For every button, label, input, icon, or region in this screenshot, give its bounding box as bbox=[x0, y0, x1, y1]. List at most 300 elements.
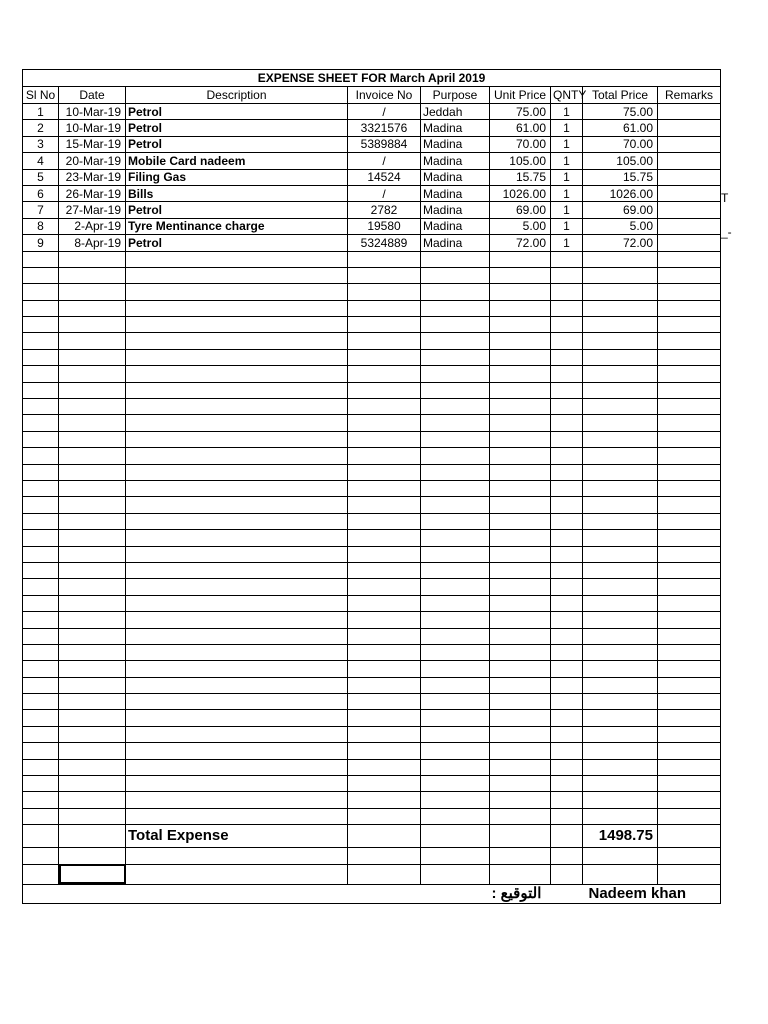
cell-sl-no[interactable]: 7 bbox=[23, 202, 59, 218]
empty-cell[interactable] bbox=[23, 848, 59, 864]
cell-remarks[interactable] bbox=[658, 169, 721, 185]
empty-cell[interactable] bbox=[23, 595, 59, 611]
cell-sl-no[interactable]: 5 bbox=[23, 169, 59, 185]
empty-cell[interactable] bbox=[658, 644, 721, 660]
empty-cell[interactable] bbox=[59, 382, 126, 398]
empty-cell[interactable] bbox=[490, 808, 551, 824]
empty-cell[interactable] bbox=[658, 530, 721, 546]
cell-description[interactable]: Petrol bbox=[126, 235, 348, 251]
cell-invoice-no[interactable]: 14524 bbox=[348, 169, 421, 185]
empty-cell[interactable] bbox=[126, 864, 348, 884]
empty-cell[interactable] bbox=[583, 267, 658, 283]
empty-cell[interactable] bbox=[583, 513, 658, 529]
empty-cell[interactable] bbox=[490, 464, 551, 480]
empty-cell[interactable] bbox=[490, 595, 551, 611]
empty-cell[interactable] bbox=[421, 864, 490, 884]
cell-purpose[interactable]: Jeddah bbox=[421, 104, 490, 120]
empty-cell[interactable] bbox=[23, 864, 59, 884]
empty-cell[interactable] bbox=[551, 694, 583, 710]
cell-remarks[interactable] bbox=[658, 136, 721, 152]
cell-qnty[interactable]: 1 bbox=[551, 136, 583, 152]
empty-cell[interactable] bbox=[23, 825, 59, 848]
empty-cell[interactable] bbox=[421, 628, 490, 644]
empty-cell[interactable] bbox=[59, 726, 126, 742]
header-unit-price[interactable]: Unit Price bbox=[490, 87, 551, 104]
cell-sl-no[interactable]: 9 bbox=[23, 235, 59, 251]
header-description[interactable]: Description bbox=[126, 87, 348, 104]
empty-cell[interactable] bbox=[23, 431, 59, 447]
empty-cell[interactable] bbox=[126, 284, 348, 300]
empty-cell[interactable] bbox=[23, 366, 59, 382]
empty-cell[interactable] bbox=[421, 251, 490, 267]
empty-cell[interactable] bbox=[551, 612, 583, 628]
empty-cell[interactable] bbox=[658, 284, 721, 300]
empty-cell[interactable] bbox=[23, 300, 59, 316]
empty-cell[interactable] bbox=[490, 333, 551, 349]
empty-cell[interactable] bbox=[59, 612, 126, 628]
empty-cell[interactable] bbox=[551, 497, 583, 513]
empty-cell[interactable] bbox=[551, 759, 583, 775]
empty-cell[interactable] bbox=[59, 317, 126, 333]
empty-cell[interactable] bbox=[421, 694, 490, 710]
cell-qnty[interactable]: 1 bbox=[551, 202, 583, 218]
empty-cell[interactable] bbox=[490, 726, 551, 742]
empty-cell[interactable] bbox=[59, 366, 126, 382]
cell-unit-price[interactable]: 61.00 bbox=[490, 120, 551, 136]
empty-cell[interactable] bbox=[583, 612, 658, 628]
empty-cell[interactable] bbox=[126, 399, 348, 415]
empty-cell[interactable] bbox=[348, 612, 421, 628]
empty-cell[interactable] bbox=[59, 759, 126, 775]
header-purpose[interactable]: Purpose bbox=[421, 87, 490, 104]
empty-cell[interactable] bbox=[59, 848, 126, 864]
cell-sl-no[interactable]: 8 bbox=[23, 218, 59, 234]
empty-cell[interactable] bbox=[658, 333, 721, 349]
empty-cell[interactable] bbox=[348, 399, 421, 415]
empty-cell[interactable] bbox=[490, 399, 551, 415]
empty-cell[interactable] bbox=[23, 415, 59, 431]
empty-cell[interactable] bbox=[421, 530, 490, 546]
empty-cell[interactable] bbox=[490, 848, 551, 864]
cell-qnty[interactable]: 1 bbox=[551, 169, 583, 185]
empty-cell[interactable] bbox=[23, 513, 59, 529]
empty-cell[interactable] bbox=[348, 677, 421, 693]
empty-cell[interactable] bbox=[658, 546, 721, 562]
cell-qnty[interactable]: 1 bbox=[551, 153, 583, 169]
empty-cell[interactable] bbox=[490, 644, 551, 660]
empty-cell[interactable] bbox=[551, 546, 583, 562]
cell-remarks[interactable] bbox=[658, 185, 721, 201]
cell-invoice-no[interactable]: 5389884 bbox=[348, 136, 421, 152]
empty-cell[interactable] bbox=[348, 759, 421, 775]
empty-cell[interactable] bbox=[658, 448, 721, 464]
empty-cell[interactable] bbox=[126, 480, 348, 496]
empty-cell[interactable] bbox=[126, 677, 348, 693]
empty-cell[interactable] bbox=[59, 825, 126, 848]
empty-cell[interactable] bbox=[59, 710, 126, 726]
empty-cell[interactable] bbox=[583, 546, 658, 562]
empty-cell[interactable] bbox=[583, 366, 658, 382]
empty-cell[interactable] bbox=[490, 415, 551, 431]
empty-cell[interactable] bbox=[126, 448, 348, 464]
empty-cell[interactable] bbox=[23, 333, 59, 349]
empty-cell[interactable] bbox=[23, 497, 59, 513]
empty-cell[interactable] bbox=[421, 415, 490, 431]
empty-cell[interactable] bbox=[23, 382, 59, 398]
empty-cell[interactable] bbox=[583, 448, 658, 464]
empty-cell[interactable] bbox=[583, 415, 658, 431]
empty-cell[interactable] bbox=[421, 759, 490, 775]
empty-cell[interactable] bbox=[421, 317, 490, 333]
cell-remarks[interactable] bbox=[658, 104, 721, 120]
empty-cell[interactable] bbox=[348, 333, 421, 349]
empty-cell[interactable] bbox=[23, 612, 59, 628]
empty-cell[interactable] bbox=[658, 677, 721, 693]
empty-cell[interactable] bbox=[59, 530, 126, 546]
empty-cell[interactable] bbox=[23, 546, 59, 562]
empty-cell[interactable] bbox=[490, 317, 551, 333]
empty-cell[interactable] bbox=[59, 415, 126, 431]
empty-cell[interactable] bbox=[348, 317, 421, 333]
empty-cell[interactable] bbox=[59, 546, 126, 562]
cell-purpose[interactable]: Madina bbox=[421, 169, 490, 185]
empty-cell[interactable] bbox=[551, 848, 583, 864]
empty-cell[interactable] bbox=[551, 628, 583, 644]
empty-cell[interactable] bbox=[551, 480, 583, 496]
cell-qnty[interactable]: 1 bbox=[551, 235, 583, 251]
empty-cell[interactable] bbox=[348, 513, 421, 529]
empty-cell[interactable] bbox=[658, 480, 721, 496]
empty-cell[interactable] bbox=[583, 864, 658, 884]
empty-cell[interactable] bbox=[551, 300, 583, 316]
empty-cell[interactable] bbox=[490, 710, 551, 726]
empty-cell[interactable] bbox=[551, 333, 583, 349]
empty-cell[interactable] bbox=[23, 251, 59, 267]
cell-date[interactable]: 10-Mar-19 bbox=[59, 120, 126, 136]
empty-cell[interactable] bbox=[421, 546, 490, 562]
empty-cell[interactable] bbox=[348, 579, 421, 595]
cell-unit-price[interactable]: 75.00 bbox=[490, 104, 551, 120]
empty-cell[interactable] bbox=[658, 661, 721, 677]
empty-cell[interactable] bbox=[551, 808, 583, 824]
empty-cell[interactable] bbox=[348, 694, 421, 710]
empty-cell[interactable] bbox=[59, 513, 126, 529]
empty-cell[interactable] bbox=[551, 595, 583, 611]
empty-cell[interactable] bbox=[583, 317, 658, 333]
empty-cell[interactable] bbox=[658, 431, 721, 447]
empty-cell[interactable] bbox=[126, 562, 348, 578]
cell-remarks[interactable] bbox=[658, 218, 721, 234]
cell-unit-price[interactable]: 1026.00 bbox=[490, 185, 551, 201]
empty-cell[interactable] bbox=[583, 480, 658, 496]
empty-cell[interactable] bbox=[421, 448, 490, 464]
empty-cell[interactable] bbox=[421, 595, 490, 611]
empty-cell[interactable] bbox=[126, 546, 348, 562]
cell-unit-price[interactable]: 105.00 bbox=[490, 153, 551, 169]
empty-cell[interactable] bbox=[583, 382, 658, 398]
empty-cell[interactable] bbox=[421, 612, 490, 628]
empty-cell[interactable] bbox=[23, 743, 59, 759]
empty-cell[interactable] bbox=[551, 431, 583, 447]
empty-cell[interactable] bbox=[59, 743, 126, 759]
empty-cell[interactable] bbox=[421, 848, 490, 864]
cell-total-price[interactable]: 75.00 bbox=[583, 104, 658, 120]
empty-cell[interactable] bbox=[23, 480, 59, 496]
empty-cell[interactable] bbox=[23, 284, 59, 300]
empty-cell[interactable] bbox=[551, 366, 583, 382]
cell-purpose[interactable]: Madina bbox=[421, 202, 490, 218]
cell-unit-price[interactable]: 70.00 bbox=[490, 136, 551, 152]
empty-cell[interactable] bbox=[421, 382, 490, 398]
header-total-price[interactable]: Total Price bbox=[583, 87, 658, 104]
empty-cell[interactable] bbox=[421, 644, 490, 660]
empty-cell[interactable] bbox=[421, 743, 490, 759]
empty-cell[interactable] bbox=[658, 349, 721, 365]
cell-sl-no[interactable]: 6 bbox=[23, 185, 59, 201]
empty-cell[interactable] bbox=[658, 251, 721, 267]
cell-unit-price[interactable]: 15.75 bbox=[490, 169, 551, 185]
empty-cell[interactable] bbox=[551, 513, 583, 529]
empty-cell[interactable] bbox=[583, 644, 658, 660]
empty-cell[interactable] bbox=[583, 694, 658, 710]
empty-cell[interactable] bbox=[348, 808, 421, 824]
empty-cell[interactable] bbox=[583, 497, 658, 513]
empty-cell[interactable] bbox=[59, 399, 126, 415]
empty-cell[interactable] bbox=[126, 808, 348, 824]
cell-sl-no[interactable]: 1 bbox=[23, 104, 59, 120]
empty-cell[interactable] bbox=[59, 333, 126, 349]
empty-cell[interactable] bbox=[126, 726, 348, 742]
empty-cell[interactable] bbox=[583, 710, 658, 726]
empty-cell[interactable] bbox=[551, 776, 583, 792]
empty-cell[interactable] bbox=[421, 333, 490, 349]
empty-cell[interactable] bbox=[126, 267, 348, 283]
cell-purpose[interactable]: Madina bbox=[421, 218, 490, 234]
empty-cell[interactable] bbox=[348, 864, 421, 884]
empty-cell[interactable] bbox=[421, 497, 490, 513]
empty-cell[interactable] bbox=[59, 808, 126, 824]
empty-cell[interactable] bbox=[23, 726, 59, 742]
cell-invoice-no[interactable]: / bbox=[348, 104, 421, 120]
empty-cell[interactable] bbox=[23, 562, 59, 578]
empty-cell[interactable] bbox=[348, 382, 421, 398]
empty-cell[interactable] bbox=[490, 825, 551, 848]
empty-cell[interactable] bbox=[348, 349, 421, 365]
empty-cell[interactable] bbox=[551, 382, 583, 398]
cell-sl-no[interactable]: 4 bbox=[23, 153, 59, 169]
empty-cell[interactable] bbox=[348, 431, 421, 447]
empty-cell[interactable] bbox=[23, 776, 59, 792]
cell-invoice-no[interactable]: / bbox=[348, 153, 421, 169]
empty-cell[interactable] bbox=[658, 628, 721, 644]
cell-remarks[interactable] bbox=[658, 235, 721, 251]
empty-cell[interactable] bbox=[126, 743, 348, 759]
header-invoice-no[interactable]: Invoice No bbox=[348, 87, 421, 104]
empty-cell[interactable] bbox=[658, 464, 721, 480]
empty-cell[interactable] bbox=[490, 431, 551, 447]
empty-cell[interactable] bbox=[126, 513, 348, 529]
empty-cell[interactable] bbox=[583, 349, 658, 365]
cell-description[interactable]: Petrol bbox=[126, 136, 348, 152]
empty-cell[interactable] bbox=[490, 513, 551, 529]
cell-remarks[interactable] bbox=[658, 120, 721, 136]
empty-cell[interactable] bbox=[421, 726, 490, 742]
empty-cell[interactable] bbox=[126, 317, 348, 333]
cell-total-price[interactable]: 5.00 bbox=[583, 218, 658, 234]
cell-purpose[interactable]: Madina bbox=[421, 235, 490, 251]
empty-cell[interactable] bbox=[348, 848, 421, 864]
empty-cell[interactable] bbox=[126, 530, 348, 546]
empty-cell[interactable] bbox=[490, 776, 551, 792]
empty-cell[interactable] bbox=[59, 661, 126, 677]
empty-cell[interactable] bbox=[583, 251, 658, 267]
cell-sl-no[interactable]: 2 bbox=[23, 120, 59, 136]
empty-cell[interactable] bbox=[551, 251, 583, 267]
empty-cell[interactable] bbox=[59, 595, 126, 611]
empty-cell[interactable] bbox=[490, 864, 551, 884]
cell-total-price[interactable]: 61.00 bbox=[583, 120, 658, 136]
empty-cell[interactable] bbox=[23, 464, 59, 480]
cell-date[interactable]: 2-Apr-19 bbox=[59, 218, 126, 234]
empty-cell[interactable] bbox=[348, 546, 421, 562]
cell-date[interactable]: 20-Mar-19 bbox=[59, 153, 126, 169]
empty-cell[interactable] bbox=[421, 431, 490, 447]
empty-cell[interactable] bbox=[23, 644, 59, 660]
cell-description[interactable]: Petrol bbox=[126, 104, 348, 120]
cell-qnty[interactable]: 1 bbox=[551, 218, 583, 234]
empty-cell[interactable] bbox=[126, 579, 348, 595]
empty-cell[interactable] bbox=[583, 333, 658, 349]
empty-cell[interactable] bbox=[421, 579, 490, 595]
cell-total-price[interactable]: 70.00 bbox=[583, 136, 658, 152]
empty-cell[interactable] bbox=[348, 825, 421, 848]
empty-cell[interactable] bbox=[23, 399, 59, 415]
signature-label[interactable]: التوقيع : bbox=[490, 884, 583, 903]
empty-cell[interactable] bbox=[348, 497, 421, 513]
sheet-title[interactable]: EXPENSE SHEET FOR March April 2019 bbox=[23, 70, 721, 87]
empty-cell[interactable] bbox=[490, 562, 551, 578]
cell-purpose[interactable]: Madina bbox=[421, 120, 490, 136]
empty-cell[interactable] bbox=[348, 448, 421, 464]
cell-date[interactable]: 27-Mar-19 bbox=[59, 202, 126, 218]
empty-cell[interactable] bbox=[421, 562, 490, 578]
empty-cell[interactable] bbox=[551, 415, 583, 431]
cell-date[interactable]: 23-Mar-19 bbox=[59, 169, 126, 185]
empty-cell[interactable] bbox=[348, 792, 421, 808]
empty-cell[interactable] bbox=[348, 300, 421, 316]
cell-date[interactable]: 15-Mar-19 bbox=[59, 136, 126, 152]
empty-cell[interactable] bbox=[59, 480, 126, 496]
empty-cell[interactable] bbox=[348, 284, 421, 300]
cell-date[interactable]: 26-Mar-19 bbox=[59, 185, 126, 201]
empty-cell[interactable] bbox=[421, 267, 490, 283]
empty-cell[interactable] bbox=[583, 530, 658, 546]
total-value[interactable]: 1498.75 bbox=[583, 825, 658, 848]
empty-cell[interactable] bbox=[551, 284, 583, 300]
empty-cell[interactable] bbox=[348, 595, 421, 611]
empty-cell[interactable] bbox=[490, 661, 551, 677]
cell-purpose[interactable]: Madina bbox=[421, 185, 490, 201]
empty-cell[interactable] bbox=[551, 579, 583, 595]
cell-date[interactable]: 8-Apr-19 bbox=[59, 235, 126, 251]
empty-cell[interactable] bbox=[59, 349, 126, 365]
cell-unit-price[interactable]: 5.00 bbox=[490, 218, 551, 234]
cell-description[interactable]: Bills bbox=[126, 185, 348, 201]
empty-cell[interactable] bbox=[23, 661, 59, 677]
empty-cell[interactable] bbox=[421, 677, 490, 693]
empty-cell[interactable] bbox=[551, 349, 583, 365]
empty-cell[interactable] bbox=[658, 612, 721, 628]
empty-cell[interactable] bbox=[348, 415, 421, 431]
empty-cell[interactable] bbox=[59, 431, 126, 447]
empty-cell[interactable] bbox=[59, 300, 126, 316]
empty-cell[interactable] bbox=[583, 792, 658, 808]
empty-cell[interactable] bbox=[421, 480, 490, 496]
empty-cell[interactable] bbox=[583, 661, 658, 677]
cell-purpose[interactable]: Madina bbox=[421, 153, 490, 169]
empty-cell[interactable] bbox=[658, 300, 721, 316]
empty-cell[interactable] bbox=[658, 317, 721, 333]
empty-cell[interactable] bbox=[126, 366, 348, 382]
empty-cell[interactable] bbox=[551, 710, 583, 726]
header-sl-no[interactable]: Sl No bbox=[23, 87, 59, 104]
cell-invoice-no[interactable]: 5324889 bbox=[348, 235, 421, 251]
empty-cell[interactable] bbox=[59, 694, 126, 710]
empty-cell[interactable] bbox=[583, 579, 658, 595]
empty-cell[interactable] bbox=[551, 464, 583, 480]
header-qnty[interactable]: QNTY bbox=[551, 87, 583, 104]
empty-cell[interactable] bbox=[658, 743, 721, 759]
empty-cell[interactable] bbox=[126, 776, 348, 792]
empty-cell[interactable] bbox=[23, 694, 59, 710]
cell-total-price[interactable]: 105.00 bbox=[583, 153, 658, 169]
cell-description[interactable]: Mobile Card nadeem bbox=[126, 153, 348, 169]
empty-cell[interactable] bbox=[583, 848, 658, 864]
empty-cell[interactable] bbox=[126, 497, 348, 513]
empty-cell[interactable] bbox=[583, 399, 658, 415]
empty-cell[interactable] bbox=[658, 513, 721, 529]
empty-cell[interactable] bbox=[126, 612, 348, 628]
empty-cell[interactable] bbox=[348, 628, 421, 644]
empty-cell[interactable] bbox=[348, 251, 421, 267]
empty-cell[interactable] bbox=[421, 399, 490, 415]
empty-cell[interactable] bbox=[658, 710, 721, 726]
cell-description[interactable]: Filing Gas bbox=[126, 169, 348, 185]
empty-cell[interactable] bbox=[23, 710, 59, 726]
cell-remarks[interactable] bbox=[658, 153, 721, 169]
empty-cell[interactable] bbox=[490, 612, 551, 628]
cell-invoice-no[interactable]: / bbox=[348, 185, 421, 201]
empty-cell[interactable] bbox=[490, 628, 551, 644]
total-label[interactable]: Total Expense bbox=[126, 825, 348, 848]
empty-cell[interactable] bbox=[59, 464, 126, 480]
empty-cell[interactable] bbox=[583, 628, 658, 644]
empty-cell[interactable] bbox=[59, 644, 126, 660]
empty-cell[interactable] bbox=[59, 562, 126, 578]
empty-cell[interactable] bbox=[421, 513, 490, 529]
empty-cell[interactable] bbox=[421, 366, 490, 382]
empty-cell[interactable] bbox=[126, 848, 348, 864]
empty-cell[interactable] bbox=[23, 677, 59, 693]
empty-cell[interactable] bbox=[23, 759, 59, 775]
empty-cell[interactable] bbox=[551, 661, 583, 677]
cell-qnty[interactable]: 1 bbox=[551, 104, 583, 120]
empty-cell[interactable] bbox=[23, 267, 59, 283]
cell-qnty[interactable]: 1 bbox=[551, 185, 583, 201]
empty-cell[interactable] bbox=[421, 349, 490, 365]
empty-cell[interactable] bbox=[23, 792, 59, 808]
empty-cell[interactable] bbox=[23, 530, 59, 546]
